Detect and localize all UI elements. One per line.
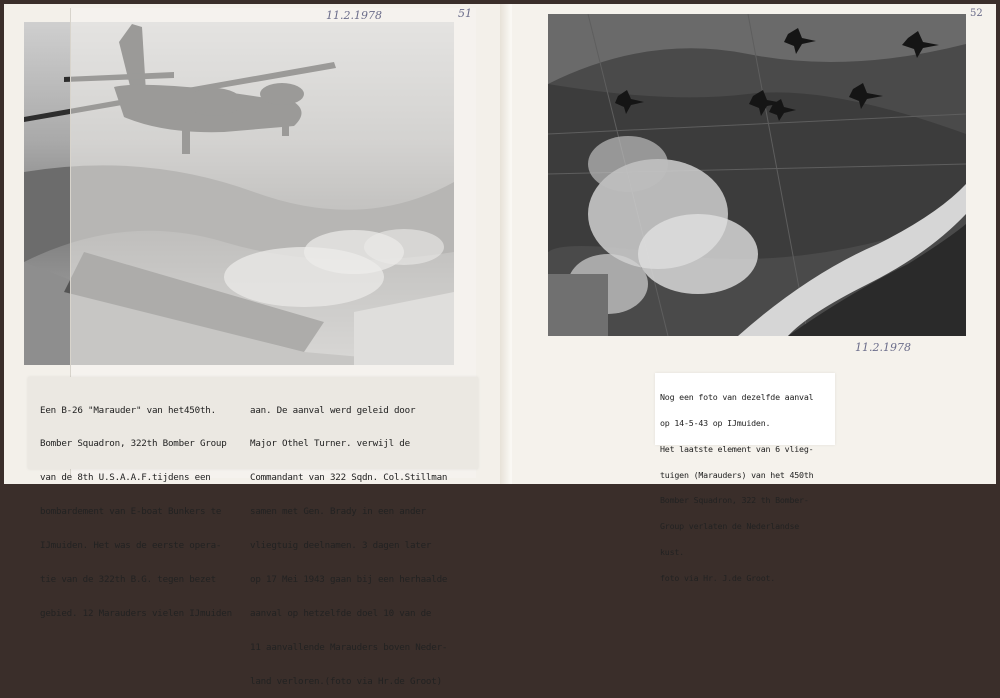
left-caption-column-1: Een B-26 "Marauder" van het450th. Bomber Squadron, 322th Bomber Group van de 8th U.S.A.A.F.tijdens een bombardement van E-boat Bunkers te IJmuiden. Het was de eerste opera- tie van de 322th B.G. tegen bezet gebied. 12 Marauders vielen IJmuiden [40,404,232,619]
left-date-note: 11.2.1978 [326,9,382,22]
right-aerial-photo [548,14,966,336]
right-page-number: 52 [970,8,983,19]
right-caption: Nog een foto van dezelfde aanval op 14-5-43 op IJmuiden. Het laatste element van 6 vlieg- tuigen (Marauders) van het 450th Bomber Squadron, 322 th Bomber- Group verlaten de Nederlandse kust. foto via Hr. J.de Groot. [660,392,814,583]
left-page-number: 51 [458,7,472,20]
left-caption-column-2: aan. De aanval werd geleid door Major Othel Turner. verwijl de Commandant van 322 Sqdn. Col.Stillman samen met Gen. Brady in een ander vliegtuig deelnamen. 3 dagen later op 17 Mei 1943 gaan bij een herhaalde aanval op hetzelfde doel 10 van de 11 aanvallende Marauders boven Neder- land verloren.(foto via Hr.de Groot) [250,404,448,687]
right-date-note: 11.2.1978 [855,341,911,354]
